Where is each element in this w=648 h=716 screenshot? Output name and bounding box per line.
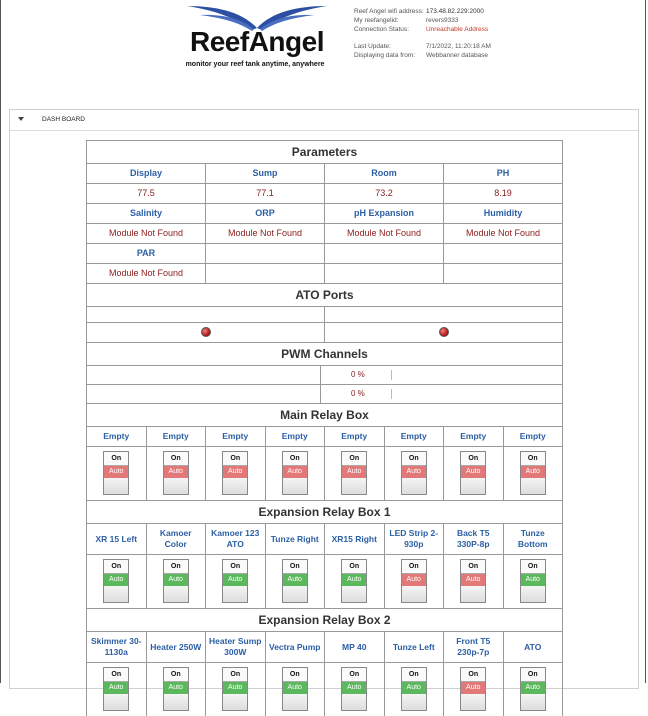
param-value bbox=[325, 263, 444, 283]
relay-auto-button[interactable]: Auto bbox=[342, 574, 366, 586]
relay-port-switch[interactable] bbox=[163, 451, 189, 495]
relay-port-label: Tunze Right bbox=[266, 523, 326, 554]
dashboard-table bbox=[86, 140, 563, 716]
relay-off-button[interactable] bbox=[461, 478, 485, 494]
parameters-value-row bbox=[86, 263, 563, 283]
relay-auto-button[interactable]: Auto bbox=[283, 574, 307, 586]
param-header: PH bbox=[444, 163, 563, 183]
relay-port-label: Empty bbox=[504, 426, 564, 446]
relay-port-label: Kamoer 123 ATO bbox=[206, 523, 266, 554]
parameters-value-row bbox=[86, 223, 563, 243]
relay-on-button[interactable]: On bbox=[342, 452, 366, 466]
relay-port-switch[interactable] bbox=[520, 667, 546, 711]
relay-auto-button[interactable]: Auto bbox=[402, 574, 426, 586]
relay-on-button[interactable]: On bbox=[402, 452, 426, 466]
relay-sections bbox=[86, 403, 563, 716]
relay-auto-button[interactable]: Auto bbox=[521, 466, 545, 478]
relay-auto-button[interactable]: Auto bbox=[461, 682, 485, 694]
relay-off-button[interactable] bbox=[461, 694, 485, 710]
relay-off-button[interactable] bbox=[402, 478, 426, 494]
param-header: pH Expansion bbox=[325, 203, 444, 223]
pwm-slider[interactable] bbox=[391, 370, 392, 380]
relay-port-switch[interactable] bbox=[460, 667, 486, 711]
relay-auto-button[interactable]: Auto bbox=[104, 466, 128, 478]
relay-port-switch[interactable] bbox=[520, 559, 546, 603]
relay-port-label: Empty bbox=[325, 426, 385, 446]
pwm-daylight-value: 0 % bbox=[351, 370, 365, 379]
info-row: My reefangelid: revers9333 bbox=[354, 17, 459, 24]
relay-on-button[interactable]: On bbox=[283, 668, 307, 682]
param-value: 73.2 bbox=[325, 183, 444, 203]
reefangel-id: revers9333 bbox=[426, 17, 459, 24]
relay-auto-button[interactable]: Auto bbox=[104, 682, 128, 694]
relay-port-label: Empty bbox=[206, 426, 266, 446]
relay-on-button[interactable]: On bbox=[461, 668, 485, 682]
relay-port-label: MP 40 bbox=[325, 631, 385, 662]
param-value: Module Not Found bbox=[325, 223, 444, 243]
pwm-channels-title: PWM Channels bbox=[86, 342, 563, 365]
relay-auto-button[interactable]: Auto bbox=[164, 682, 188, 694]
relay-on-button[interactable]: On bbox=[164, 668, 188, 682]
param-value: Module Not Found bbox=[87, 263, 206, 283]
relay-off-button[interactable] bbox=[283, 478, 307, 494]
relay-port-label: Skimmer 30-1130a bbox=[87, 631, 147, 662]
relay-port-switch[interactable] bbox=[103, 451, 129, 495]
relay-port-switch[interactable] bbox=[282, 667, 308, 711]
relay-off-button[interactable] bbox=[402, 694, 426, 710]
connection-status: Unreachable Address bbox=[426, 26, 489, 33]
relay-port-switch[interactable] bbox=[103, 559, 129, 603]
param-header bbox=[206, 243, 325, 263]
param-value: 77.1 bbox=[206, 183, 325, 203]
relay-on-button[interactable]: On bbox=[283, 452, 307, 466]
relay-off-button[interactable] bbox=[164, 586, 188, 602]
relay-auto-button[interactable]: Auto bbox=[402, 466, 426, 478]
param-header: Salinity bbox=[87, 203, 206, 223]
relay-on-button[interactable]: On bbox=[164, 560, 188, 574]
param-value: 8.19 bbox=[444, 183, 563, 203]
collapse-caret-icon[interactable] bbox=[18, 117, 24, 121]
relay-auto-button[interactable]: Auto bbox=[283, 466, 307, 478]
pwm-row bbox=[86, 365, 563, 384]
relay-port-switch[interactable] bbox=[222, 667, 248, 711]
relay-port-label: Empty bbox=[147, 426, 207, 446]
relay-on-button[interactable]: On bbox=[223, 560, 247, 574]
param-value: Module Not Found bbox=[206, 223, 325, 243]
relay-port-switch[interactable] bbox=[341, 451, 367, 495]
relay-off-button[interactable] bbox=[104, 478, 128, 494]
tagline: monitor your reef tank anytime, anywhere bbox=[185, 61, 325, 68]
relay-auto-button[interactable]: Auto bbox=[223, 574, 247, 586]
relay-port-switch[interactable] bbox=[103, 667, 129, 711]
relay-auto-button[interactable]: Auto bbox=[223, 466, 247, 478]
relay-port-switch[interactable] bbox=[341, 559, 367, 603]
param-header: Humidity bbox=[444, 203, 563, 223]
relay-port-switch[interactable] bbox=[222, 451, 248, 495]
info-row: Last Update: 7/1/2022, 11:20:18 AM bbox=[354, 43, 491, 50]
relay-port-label: ATO bbox=[504, 631, 564, 662]
relay-auto-button[interactable]: Auto bbox=[342, 466, 366, 478]
last-update: 7/1/2022, 11:20:18 AM bbox=[426, 43, 491, 50]
data-source: Webbanner database bbox=[426, 52, 489, 59]
pwm-actinic-value: 0 % bbox=[351, 389, 365, 398]
param-header bbox=[444, 243, 563, 263]
relay-on-button[interactable]: On bbox=[402, 560, 426, 574]
relay-port-switch[interactable] bbox=[460, 559, 486, 603]
ato-spacer-row bbox=[86, 306, 563, 322]
param-header: Display bbox=[87, 163, 206, 183]
info-row: Connection Status: Unreachable Address bbox=[354, 26, 489, 33]
ato-low-led-icon bbox=[201, 327, 211, 337]
relay-port-switch[interactable] bbox=[520, 451, 546, 495]
relay-port-switch[interactable] bbox=[401, 559, 427, 603]
logo-text: ReefAngel bbox=[190, 26, 324, 57]
relay-port-label: Kamoer Color bbox=[147, 523, 207, 554]
param-value: Module Not Found bbox=[87, 223, 206, 243]
relay-port-label: Front T5 230p-7p bbox=[444, 631, 504, 662]
exp-relay2-title: Expansion Relay Box 2 bbox=[86, 608, 563, 631]
relay-port-switch[interactable] bbox=[401, 667, 427, 711]
relay-port-label: Empty bbox=[385, 426, 445, 446]
param-value: Module Not Found bbox=[444, 223, 563, 243]
relay-auto-button[interactable]: Auto bbox=[104, 574, 128, 586]
relay-port-switch[interactable] bbox=[163, 559, 189, 603]
relay-off-button[interactable] bbox=[342, 586, 366, 602]
relay-port-switch[interactable] bbox=[282, 559, 308, 603]
relay-auto-button[interactable]: Auto bbox=[164, 466, 188, 478]
relay-port-label: XR 15 Left bbox=[87, 523, 147, 554]
relay-off-button[interactable] bbox=[283, 694, 307, 710]
param-value bbox=[444, 263, 563, 283]
relay-off-button[interactable] bbox=[223, 586, 247, 602]
relay-label-row bbox=[86, 631, 563, 662]
relay-on-button[interactable]: On bbox=[342, 560, 366, 574]
relay-on-button[interactable]: On bbox=[223, 452, 247, 466]
relay-auto-button[interactable]: Auto bbox=[402, 682, 426, 694]
relay-off-button[interactable] bbox=[521, 478, 545, 494]
relay-on-button[interactable]: On bbox=[521, 668, 545, 682]
relay-auto-button[interactable]: Auto bbox=[223, 682, 247, 694]
relay-off-button[interactable] bbox=[521, 586, 545, 602]
parameters-header-row bbox=[86, 203, 563, 223]
relay-port-switch[interactable] bbox=[401, 451, 427, 495]
param-header bbox=[325, 243, 444, 263]
relay-off-button[interactable] bbox=[402, 586, 426, 602]
relay-label-row bbox=[86, 426, 563, 446]
relay-switch-row bbox=[86, 662, 563, 716]
ato-ports-title: ATO Ports bbox=[86, 283, 563, 306]
relay-port-switch[interactable] bbox=[341, 667, 367, 711]
dashboard-header[interactable] bbox=[10, 110, 638, 131]
relay-off-button[interactable] bbox=[521, 694, 545, 710]
connection-info bbox=[354, 7, 491, 60]
relay-port-label: Vectra Pump bbox=[266, 631, 326, 662]
ato-status-row bbox=[86, 322, 563, 342]
relay-on-button[interactable]: On bbox=[521, 452, 545, 466]
relay-auto-button[interactable]: Auto bbox=[521, 682, 545, 694]
relay-switch-row bbox=[86, 446, 563, 500]
param-value: 77.5 bbox=[87, 183, 206, 203]
relay-auto-button[interactable]: Auto bbox=[521, 574, 545, 586]
wifi-address: 173.48.82.229:2000 bbox=[426, 8, 484, 15]
relay-auto-button[interactable]: Auto bbox=[164, 574, 188, 586]
relay-on-button[interactable]: On bbox=[521, 560, 545, 574]
relay-switch-row bbox=[86, 554, 563, 608]
relay-port-switch[interactable] bbox=[163, 667, 189, 711]
relay-on-button[interactable]: On bbox=[164, 452, 188, 466]
relay-port-switch[interactable] bbox=[222, 559, 248, 603]
relay-auto-button[interactable]: Auto bbox=[342, 682, 366, 694]
param-header: Sump bbox=[206, 163, 325, 183]
relay-off-button[interactable] bbox=[342, 694, 366, 710]
relay-port-label: Heater Sump 300W bbox=[206, 631, 266, 662]
ato-high-led-icon bbox=[439, 327, 449, 337]
parameters-title: Parameters bbox=[86, 140, 563, 163]
relay-off-button[interactable] bbox=[461, 586, 485, 602]
pwm-slider[interactable] bbox=[391, 389, 392, 399]
relay-off-button[interactable] bbox=[223, 694, 247, 710]
relay-port-label: Tunze Bottom bbox=[504, 523, 564, 554]
param-header: PAR bbox=[87, 243, 206, 263]
relay-port-switch[interactable] bbox=[460, 451, 486, 495]
parameters-header-row bbox=[86, 163, 563, 183]
main-relay-title: Main Relay Box bbox=[86, 403, 563, 426]
relay-auto-button[interactable]: Auto bbox=[461, 574, 485, 586]
relay-port-label: Empty bbox=[266, 426, 326, 446]
relay-on-button[interactable]: On bbox=[223, 668, 247, 682]
relay-port-label: Heater 250W bbox=[147, 631, 207, 662]
parameters-value-row bbox=[86, 183, 563, 203]
relay-on-button[interactable]: On bbox=[104, 452, 128, 466]
relay-off-button[interactable] bbox=[104, 586, 128, 602]
relay-port-label: Tunze Left bbox=[385, 631, 445, 662]
relay-off-button[interactable] bbox=[283, 586, 307, 602]
info-row: Reef Angel wifi address: 173.48.82.229:2000 bbox=[354, 8, 484, 15]
relay-port-label: Empty bbox=[87, 426, 147, 446]
exp-relay1-title: Expansion Relay Box 1 bbox=[86, 500, 563, 523]
relay-port-label: Empty bbox=[444, 426, 504, 446]
relay-port-switch[interactable] bbox=[282, 451, 308, 495]
relay-on-button[interactable]: On bbox=[104, 668, 128, 682]
relay-on-button[interactable]: On bbox=[342, 668, 366, 682]
dashboard-title: DASH BOARD bbox=[42, 116, 85, 123]
relay-off-button[interactable] bbox=[342, 478, 366, 494]
relay-on-button[interactable]: On bbox=[461, 452, 485, 466]
relay-label-row bbox=[86, 523, 563, 554]
relay-on-button[interactable]: On bbox=[461, 560, 485, 574]
param-header: ORP bbox=[206, 203, 325, 223]
param-value bbox=[206, 263, 325, 283]
relay-on-button[interactable]: On bbox=[283, 560, 307, 574]
relay-port-label: LED Strip 2-930p bbox=[385, 523, 445, 554]
relay-port-label: Back T5 330P-8p bbox=[444, 523, 504, 554]
relay-auto-button[interactable]: Auto bbox=[461, 466, 485, 478]
relay-off-button[interactable] bbox=[164, 694, 188, 710]
relay-on-button[interactable]: On bbox=[104, 560, 128, 574]
relay-on-button[interactable]: On bbox=[402, 668, 426, 682]
relay-port-label: XR15 Right bbox=[325, 523, 385, 554]
relay-off-button[interactable] bbox=[104, 694, 128, 710]
relay-off-button[interactable] bbox=[164, 478, 188, 494]
relay-auto-button[interactable]: Auto bbox=[283, 682, 307, 694]
info-row: Displaying data from: Webbanner database bbox=[354, 52, 489, 59]
relay-off-button[interactable] bbox=[223, 478, 247, 494]
pwm-row bbox=[86, 384, 563, 403]
parameters-header-row bbox=[86, 243, 563, 263]
param-header: Room bbox=[325, 163, 444, 183]
